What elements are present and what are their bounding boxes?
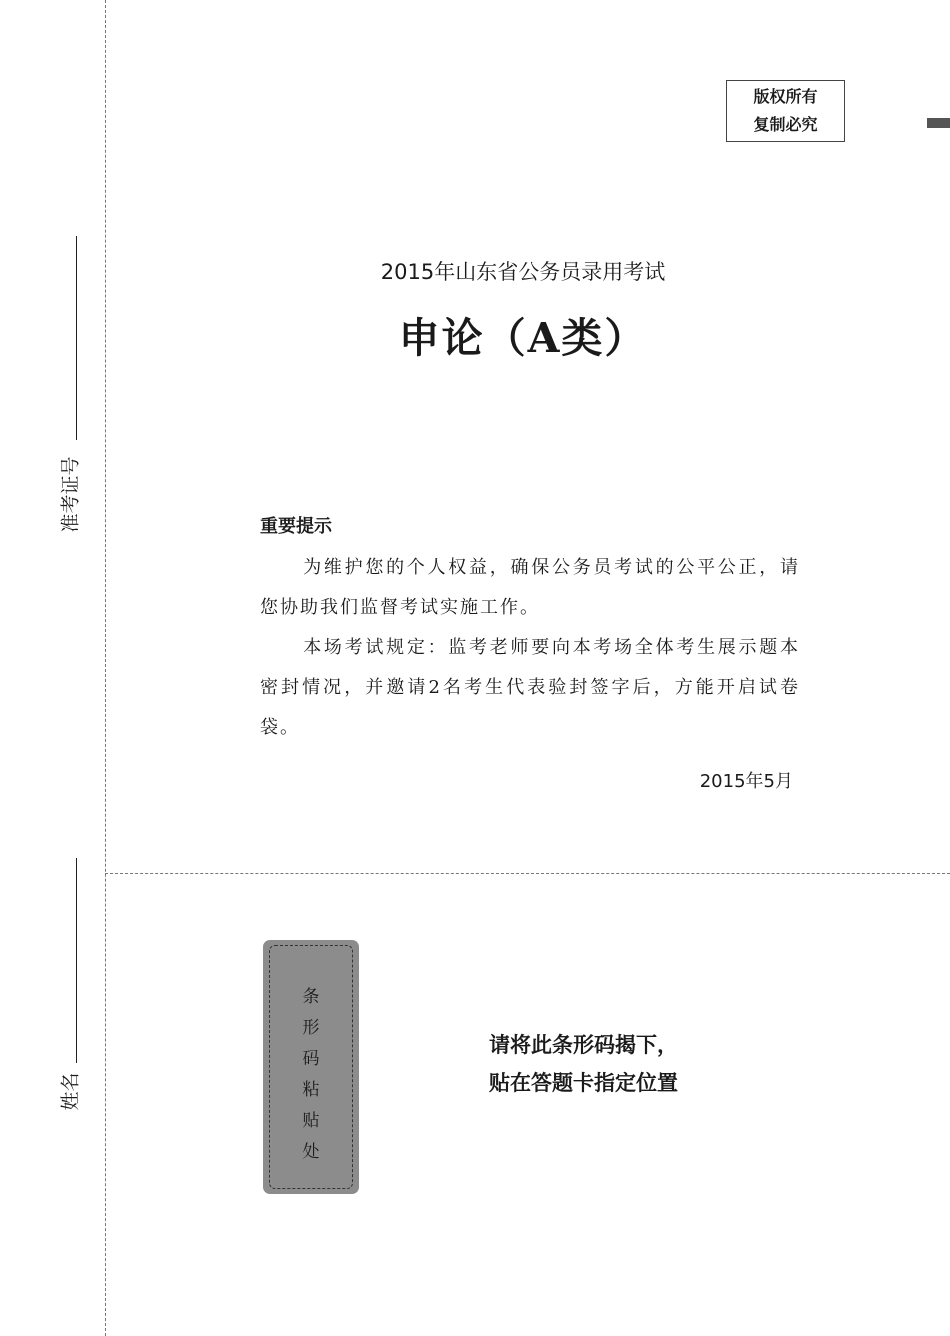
copyright-line-1: 版权所有 <box>753 87 818 106</box>
barcode-char: 处 <box>302 1142 320 1162</box>
name-blank <box>76 858 77 1063</box>
notice-paragraph-2: 本场考试规定：监考老师要向本考场全体考生展示题本密封情况，并邀请2名考生代表验封签字后，方能开启试卷袋。 <box>260 637 800 738</box>
notice-heading: 重要提示 <box>260 516 332 537</box>
barcode-sticker-area <box>263 940 359 1194</box>
instructions-line-1: 请将此条形码揭下， <box>489 1033 678 1057</box>
notice-paragraph-1: 为维护您的个人权益，确保公务员考试的公平公正，请您协助我们监督考试实施工作。 <box>260 557 800 618</box>
copyright-box <box>726 80 845 142</box>
binding-line-horizontal <box>105 873 950 874</box>
instructions-line-2: 贴在答题卡指定位置 <box>489 1071 678 1095</box>
barcode-char: 贴 <box>302 1111 320 1131</box>
id-number-label: 准考证号 <box>59 456 82 533</box>
barcode-char: 条 <box>302 987 320 1007</box>
notice-body <box>260 548 800 748</box>
binding-line-vertical <box>105 0 106 1336</box>
exam-subtitle: 2015年山东省公务员录用考试 <box>380 260 666 284</box>
barcode-char: 粘 <box>302 1080 320 1100</box>
copyright-line-2: 复制必究 <box>753 115 818 134</box>
barcode-sticker-inner <box>269 945 353 1189</box>
name-label: 姓名 <box>59 1072 82 1111</box>
notice-date: 2015年5月 <box>699 771 793 792</box>
edge-marker <box>927 118 950 128</box>
barcode-char: 码 <box>302 1049 320 1069</box>
exam-title: 申论（A类） <box>398 314 648 362</box>
barcode-char: 形 <box>302 1018 320 1038</box>
barcode-instructions <box>489 1026 678 1102</box>
